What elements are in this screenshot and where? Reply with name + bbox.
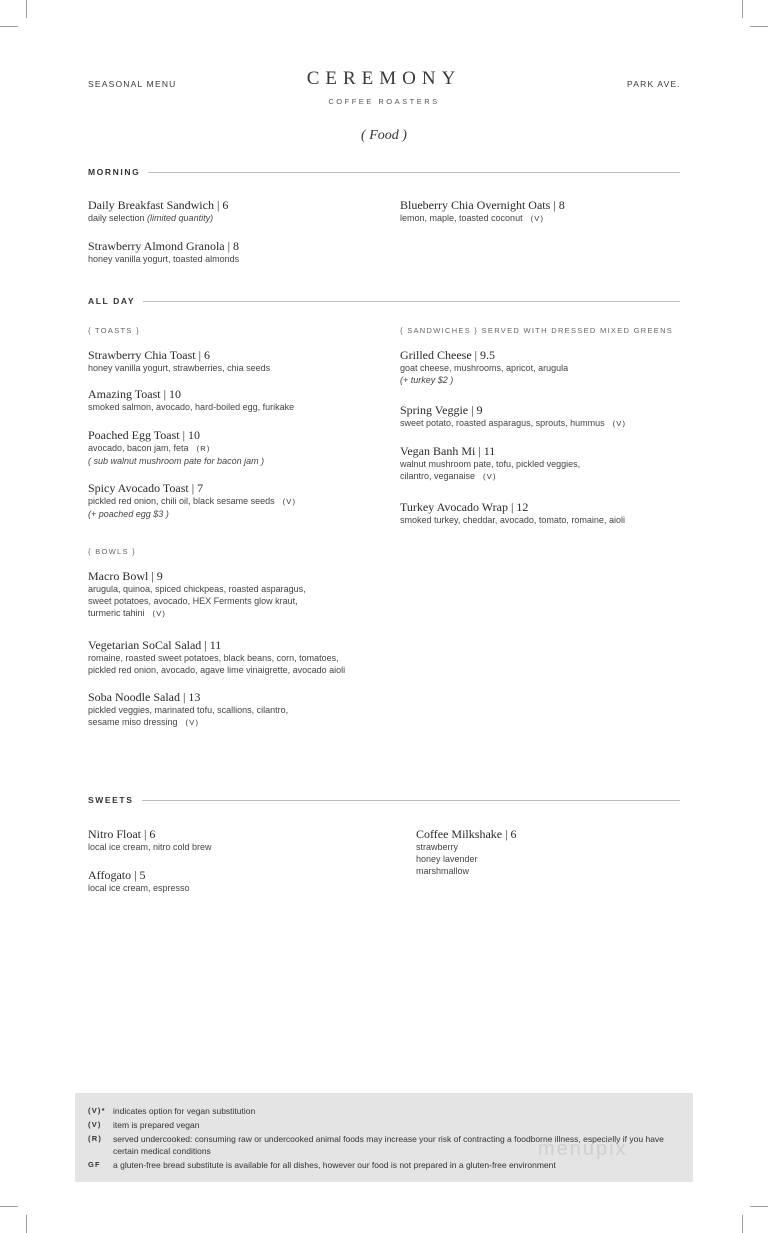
menu-item xyxy=(88,569,388,620)
legend-key: (R) xyxy=(88,1134,103,1143)
subsection-toasts: { TOASTS } xyxy=(88,326,140,335)
legend-text: served undercooked: consuming raw or undercooked animal foods may increase your risk of contracting a foodborne illness, especially if you have certain medical conditions xyxy=(113,1134,664,1156)
item-description: sweet potato, roasted asparagus, sprouts, hummus (V) xyxy=(400,418,627,428)
menu-item xyxy=(88,827,388,853)
item-name: Spicy Avocado Toast | 7 xyxy=(88,481,204,495)
item-name: Coffee Milkshake | 6 xyxy=(416,827,517,841)
legend-key: (V)* xyxy=(88,1106,106,1115)
crop-mark xyxy=(750,1206,768,1207)
item-description: honey vanilla yogurt, toasted almonds xyxy=(88,254,240,264)
menu-item xyxy=(400,348,700,386)
legend-key: (V) xyxy=(88,1120,102,1129)
menu-item xyxy=(88,690,388,729)
item-name: Nitro Float | 6 xyxy=(88,827,156,841)
legend-text: indicates option for vegan substitution xyxy=(113,1106,256,1116)
legend-key: GF xyxy=(88,1160,101,1169)
menu-item xyxy=(88,198,388,224)
item-description: smoked turkey, cheddar, avocado, tomato, romaine, aioli xyxy=(400,515,625,525)
item-name: Soba Noodle Salad | 13 xyxy=(88,690,201,704)
brand-subtitle: COFFEE ROASTERS xyxy=(328,97,440,106)
crop-mark xyxy=(742,1215,743,1233)
item-description: local ice cream, nitro cold brew xyxy=(88,842,212,852)
item-description: marshmallow xyxy=(416,866,470,876)
location-label: PARK AVE. xyxy=(627,79,681,89)
item-description: pickled veggies, marinated tofu, scallions, cilantro, xyxy=(88,705,289,715)
section-all-day xyxy=(88,296,680,306)
item-description: strawberry xyxy=(416,842,459,852)
subsection-bowls: { BOWLS } xyxy=(88,547,136,556)
watermark: menupix xyxy=(538,1138,628,1160)
item-name: Vegetarian SoCal Salad | 11 xyxy=(88,638,222,652)
item-description: honey vanilla yogurt, strawberries, chia seeds xyxy=(88,363,271,373)
crop-mark xyxy=(750,26,768,27)
item-description: pickled red onion, avocado, agave lime vinaigrette, avocado aioli xyxy=(88,665,346,675)
item-description: honey lavender xyxy=(416,854,478,864)
menu-item xyxy=(400,444,700,483)
section-title: SWEETS xyxy=(88,795,134,805)
crop-mark xyxy=(0,26,18,27)
page-title: ( Food ) xyxy=(361,128,407,143)
vegan-tag: (V) xyxy=(152,609,167,618)
item-name: Strawberry Chia Toast | 6 xyxy=(88,348,210,362)
item-description: lemon, maple, toasted coconut (V) xyxy=(400,213,545,223)
item-description: cilantro, veganaise (V) xyxy=(400,471,497,481)
item-description: turmeric tahini (V) xyxy=(88,608,167,618)
menu-item xyxy=(400,198,700,225)
vegan-tag: (V) xyxy=(612,419,627,428)
legend-row xyxy=(75,1105,693,1117)
item-description: romaine, roasted sweet potatoes, black beans, corn, tomatoes, xyxy=(88,653,339,663)
divider xyxy=(143,301,680,302)
item-description: arugula, quinoa, spiced chickpeas, roasted asparagus, xyxy=(88,584,306,594)
item-description: avocado, bacon jam, feta (R) xyxy=(88,443,211,453)
item-name: Spring Veggie | 9 xyxy=(400,403,483,417)
crop-mark xyxy=(0,1206,18,1207)
menu-type-label: SEASONAL MENU xyxy=(88,79,177,89)
item-description: sweet potatoes, avocado, HEX Ferments glow kraut, xyxy=(88,596,298,606)
section-sweets xyxy=(88,795,680,805)
item-name: Affogato | 5 xyxy=(88,868,146,882)
item-name: Blueberry Chia Overnight Oats | 8 xyxy=(400,198,565,212)
vegan-tag: (V) xyxy=(530,214,545,223)
vegan-tag: (V) xyxy=(282,497,297,506)
divider xyxy=(148,172,680,173)
item-description: goat cheese, mushrooms, apricot, arugula xyxy=(400,363,569,373)
menu-item xyxy=(416,827,716,877)
section-morning xyxy=(88,167,680,177)
item-description: smoked salmon, avocado, hard-boiled egg, furikake xyxy=(88,402,295,412)
vegan-tag: (V) xyxy=(483,472,497,481)
item-description: walnut mushroom pate, tofu, pickled veggies, xyxy=(400,459,581,469)
item-description: sesame miso dressing (V) xyxy=(88,717,200,727)
vegan-tag: (V) xyxy=(185,718,200,727)
item-description: daily selection (limited quantity) xyxy=(88,213,214,223)
menu-item xyxy=(400,500,700,526)
menu-item xyxy=(88,868,388,894)
section-title: MORNING xyxy=(88,167,141,177)
item-description: pickled red onion, chili oil, black sesame seeds (V) xyxy=(88,496,297,506)
item-note: (+ poached egg $3 ) xyxy=(88,509,169,519)
divider xyxy=(142,800,681,801)
item-name: Strawberry Almond Granola | 8 xyxy=(88,239,240,253)
menu-item xyxy=(88,481,388,520)
subsection-sandwiches: { SANDWICHES } SERVED WITH DRESSED MIXED GREENS xyxy=(400,326,674,335)
menu-item xyxy=(88,638,408,676)
menu-item xyxy=(88,348,388,374)
item-note: (+ turkey $2 ) xyxy=(400,375,454,385)
legend-row xyxy=(75,1119,693,1131)
legend-text: item is prepared vegan xyxy=(113,1120,200,1130)
item-name: Daily Breakfast Sandwich | 6 xyxy=(88,198,229,212)
brand-logo: CEREMONY xyxy=(306,68,462,89)
menu-item xyxy=(88,239,388,265)
item-name: Macro Bowl | 9 xyxy=(88,569,163,583)
raw-tag: (R) xyxy=(196,444,211,453)
item-name: Amazing Toast | 10 xyxy=(88,387,181,401)
item-name: Grilled Cheese | 9.5 xyxy=(400,348,496,362)
item-name: Poached Egg Toast | 10 xyxy=(88,428,200,442)
crop-mark xyxy=(26,0,27,18)
crop-mark xyxy=(26,1215,27,1233)
item-name: Turkey Avocado Wrap | 12 xyxy=(400,500,529,514)
crop-mark xyxy=(742,0,743,18)
section-title: ALL DAY xyxy=(88,296,136,306)
menu-item xyxy=(88,387,388,413)
item-name: Vegan Banh Mi | 11 xyxy=(400,444,496,458)
legend-text: a gluten-free bread substitute is available for all dishes, however our food is not prepared in a gluten-free environment xyxy=(113,1160,556,1170)
menu-item xyxy=(400,403,700,430)
item-description: local ice cream, espresso xyxy=(88,883,190,893)
item-note: ( sub walnut mushroom pate for bacon jam ) xyxy=(88,456,265,466)
menu-item xyxy=(88,428,388,467)
